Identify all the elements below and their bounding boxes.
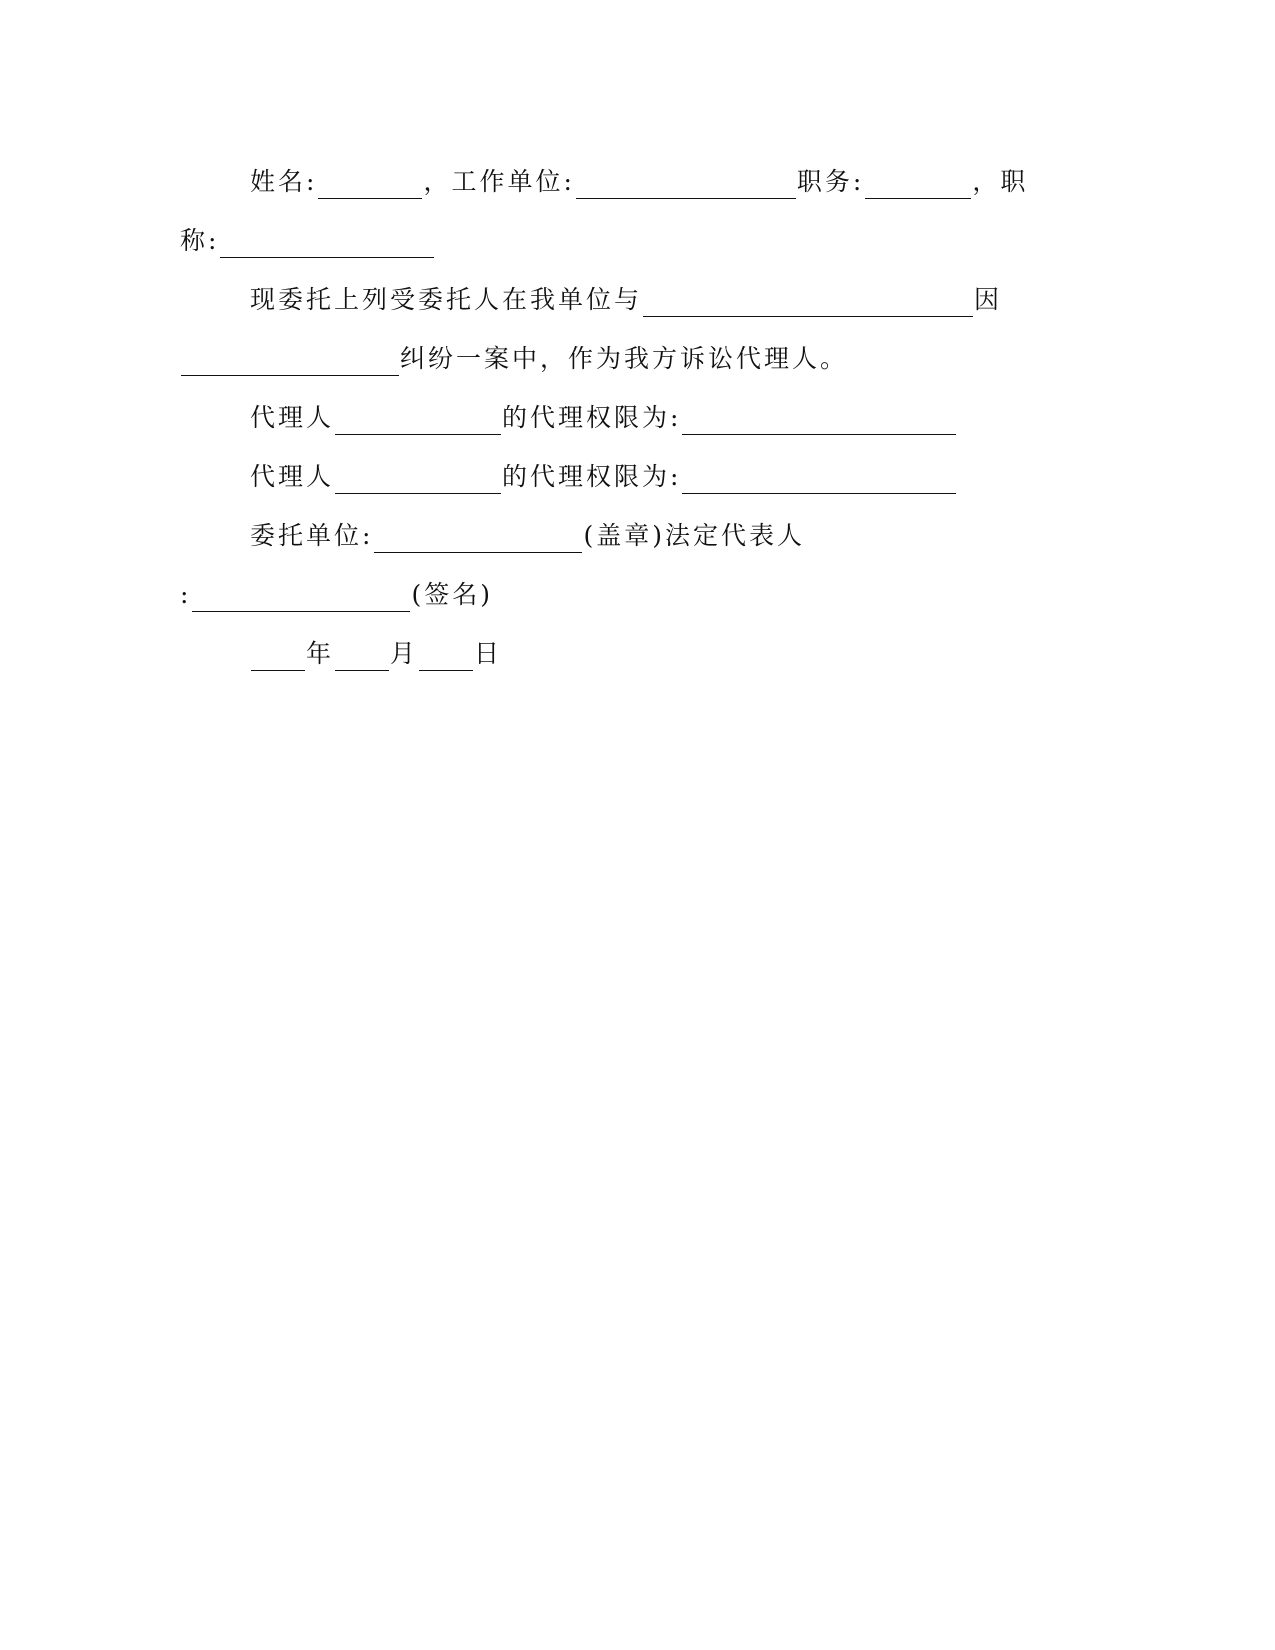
agent-label: 代理人 (250, 462, 335, 491)
work-unit-label: 工作单位: (451, 167, 575, 196)
title-label-start: 职 (1000, 167, 1029, 196)
year-blank (251, 646, 305, 671)
authority-label: 的代理权限为: (502, 462, 682, 491)
name-blank (318, 174, 422, 199)
agent-line-2 (250, 460, 957, 494)
opposing-party-blank (643, 292, 973, 317)
signature-colon: : (180, 580, 192, 609)
entrust-line (250, 283, 1002, 317)
agent-label: 代理人 (250, 403, 335, 432)
month-label: 月 (390, 639, 419, 668)
sign-text: (签名) (411, 580, 493, 609)
entrust-text: 现委托上列受委托人在我单位与 (250, 285, 643, 314)
authority-label: 的代理权限为: (502, 403, 682, 432)
month-blank (335, 646, 389, 671)
authority-blank (682, 410, 956, 435)
seal-text: (盖章)法定代表人 (583, 521, 805, 550)
title-blank (220, 233, 434, 258)
signature-line (180, 578, 493, 612)
principal-blank (374, 528, 582, 553)
agent-name-blank (335, 469, 501, 494)
day-blank (419, 646, 473, 671)
title-label-end: 称: (180, 226, 220, 255)
signature-blank (192, 587, 410, 612)
agent-name-blank (335, 410, 501, 435)
yin-text: 因 (974, 285, 1003, 314)
duty-label: 职务: (796, 167, 865, 196)
day-label: 日 (474, 639, 503, 668)
work-unit-blank (576, 174, 796, 199)
date-line (250, 637, 502, 671)
agent-line-1 (250, 401, 957, 435)
dispute-blank (181, 351, 399, 376)
duty-blank (865, 174, 971, 199)
dispute-text: 纠纷一案中，作为我方诉讼代理人。 (400, 344, 849, 373)
year-label: 年 (306, 639, 335, 668)
authority-blank (682, 469, 956, 494)
dispute-line (180, 342, 848, 376)
title-line (180, 224, 435, 258)
principal-line (250, 519, 805, 553)
comma: ， (423, 167, 452, 196)
name-label: 姓名: (250, 167, 318, 196)
comma: ， (972, 167, 1001, 196)
personal-info-line (250, 165, 1028, 199)
principal-label: 委托单位: (250, 521, 374, 550)
